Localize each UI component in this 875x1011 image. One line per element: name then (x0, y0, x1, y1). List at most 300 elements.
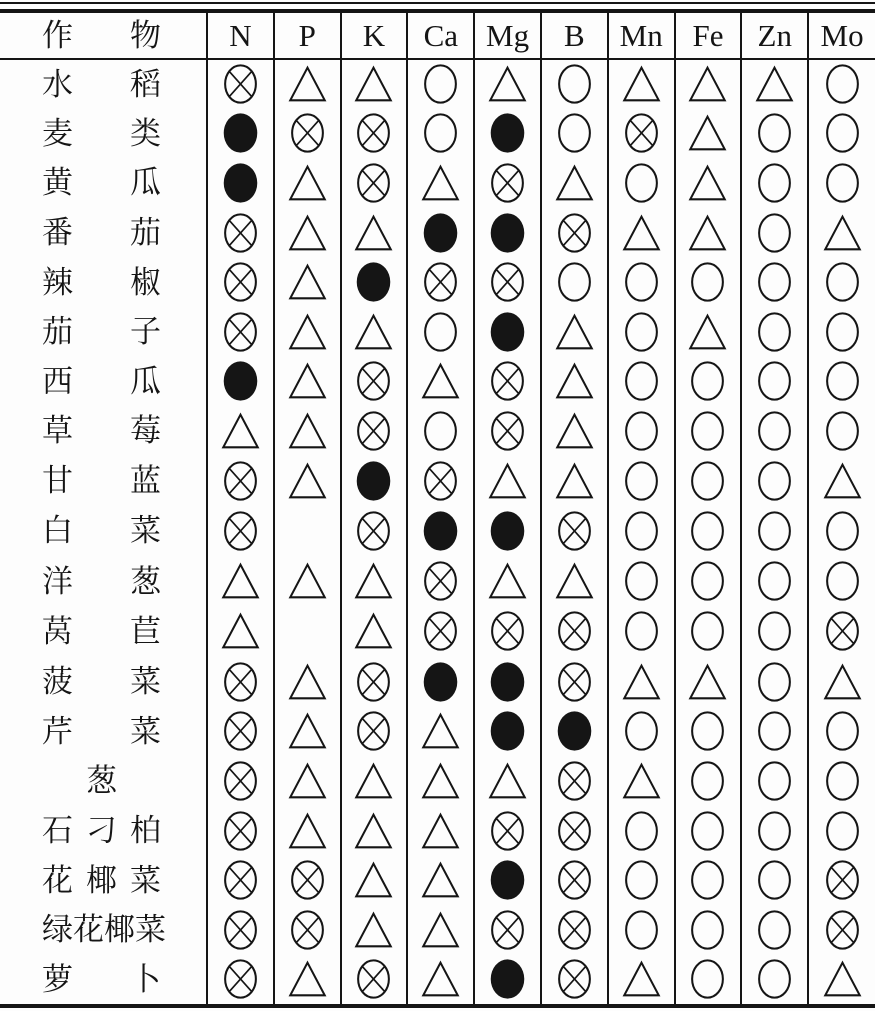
crop-character: 草 (42, 413, 73, 449)
filled-circle-icon (487, 508, 528, 554)
triangle-icon (287, 210, 328, 256)
circle-cross-icon (822, 907, 863, 953)
symbol-cell-Ca (407, 406, 474, 456)
crop-name-cell (0, 158, 207, 208)
symbol-cell-P (274, 855, 341, 905)
crop-character: 白 (42, 513, 73, 549)
column-header-N: N (207, 13, 274, 59)
symbol-cell-N (207, 208, 274, 258)
circle-icon (822, 110, 863, 156)
symbol-cell-Ca (407, 257, 474, 307)
symbol-cell-Mg (474, 158, 541, 208)
symbol-cell-K (341, 955, 408, 1005)
triangle-icon (353, 608, 394, 654)
symbol-cell-Fe (675, 905, 742, 955)
crop-name-cell (0, 59, 207, 109)
crop-character: 卜 (130, 961, 161, 997)
symbol-cell-B (541, 406, 608, 456)
triangle-icon (621, 758, 662, 804)
symbol-cell-Mn (608, 307, 675, 357)
table-row (0, 806, 875, 856)
circle-cross-icon (220, 758, 261, 804)
symbol-cell-Zn (741, 257, 808, 307)
filled-circle-icon (220, 160, 261, 206)
crop-name-cell (0, 109, 207, 159)
symbol-cell-Zn (741, 307, 808, 357)
symbol-cell-B (541, 257, 608, 307)
triangle-icon (554, 309, 595, 355)
symbol-cell-Zn (741, 657, 808, 707)
triangle-icon (487, 61, 528, 107)
symbol-cell-Zn (741, 905, 808, 955)
symbol-cell-K (341, 806, 408, 856)
symbol-cell-Mg (474, 357, 541, 407)
crop-name-label (0, 314, 206, 350)
symbol-cell-Mo (808, 855, 875, 905)
empty-symbol-slot (287, 505, 328, 551)
crop-name-cell (0, 707, 207, 757)
symbol-cell-Mn (608, 257, 675, 307)
filled-circle-icon (220, 358, 261, 404)
triangle-icon (687, 61, 728, 107)
symbol-cell-N (207, 806, 274, 856)
crop-character: 番 (42, 215, 73, 251)
symbol-cell-Mo (808, 109, 875, 159)
crop-character: 菜 (135, 912, 166, 948)
symbol-cell-Mn (608, 556, 675, 606)
column-header-Zn: Zn (741, 13, 808, 59)
column-header-K: K (341, 13, 408, 59)
symbol-cell-P (274, 357, 341, 407)
circle-cross-icon (487, 608, 528, 654)
crop-name-label (0, 115, 206, 151)
header-row (0, 13, 875, 59)
triangle-icon (287, 558, 328, 604)
symbol-cell-N (207, 406, 274, 456)
symbol-cell-Fe (675, 855, 742, 905)
symbol-cell-Zn (741, 606, 808, 657)
symbol-cell-K (341, 307, 408, 357)
symbol-cell-N (207, 505, 274, 556)
circle-icon (687, 956, 728, 1002)
symbol-cell-N (207, 905, 274, 955)
triangle-icon (420, 907, 461, 953)
symbol-cell-Fe (675, 257, 742, 307)
crop-name-cell (0, 756, 207, 806)
crop-character: 洋 (42, 563, 73, 599)
symbol-cell-Mo (808, 505, 875, 556)
symbol-cell-Mg (474, 59, 541, 109)
circle-icon (687, 907, 728, 953)
symbol-cell-B (541, 208, 608, 258)
circle-icon (822, 160, 863, 206)
circle-icon (754, 210, 795, 256)
filled-circle-icon (554, 708, 595, 754)
circle-icon (754, 758, 795, 804)
crop-name-label (0, 363, 206, 399)
triangle-icon (287, 358, 328, 404)
symbol-cell-Mo (808, 556, 875, 606)
symbol-cell-K (341, 905, 408, 955)
symbol-cell-Zn (741, 406, 808, 456)
symbol-cell-Mn (608, 406, 675, 456)
triangle-icon (287, 956, 328, 1002)
symbol-cell-Mg (474, 657, 541, 707)
circle-icon (822, 259, 863, 305)
crop-character: 绿 (42, 912, 73, 948)
circle-cross-icon (353, 358, 394, 404)
crop-name-cell (0, 505, 207, 556)
triangle-icon (420, 708, 461, 754)
symbol-cell-Ca (407, 855, 474, 905)
symbol-cell-Zn (741, 208, 808, 258)
triangle-icon (487, 758, 528, 804)
circle-icon (687, 358, 728, 404)
crop-name-label (0, 961, 206, 997)
table-row (0, 59, 875, 109)
circle-cross-icon (554, 956, 595, 1002)
symbol-cell-P (274, 657, 341, 707)
crop-name-label (0, 413, 206, 449)
circle-icon (822, 358, 863, 404)
circle-cross-icon (220, 708, 261, 754)
crop-header-label (0, 20, 206, 51)
triangle-icon (420, 808, 461, 854)
symbol-cell-Mn (608, 505, 675, 556)
crop-name-cell (0, 208, 207, 258)
circle-icon (754, 458, 795, 504)
symbol-cell-Mo (808, 955, 875, 1005)
crop-character: 芹 (42, 713, 73, 749)
triangle-icon (353, 210, 394, 256)
symbol-cell-Zn (741, 59, 808, 109)
crop-name-label (0, 463, 206, 499)
triangle-icon (487, 558, 528, 604)
crop-character: 菜 (130, 513, 161, 549)
circle-icon (754, 259, 795, 305)
symbol-cell-Ca (407, 606, 474, 657)
symbol-cell-Mo (808, 59, 875, 109)
table-row (0, 109, 875, 159)
triangle-icon (687, 309, 728, 355)
symbol-cell-Ca (407, 707, 474, 757)
symbol-cell-Fe (675, 806, 742, 856)
crop-character: 椰 (104, 912, 135, 948)
symbol-cell-Mg (474, 606, 541, 657)
circle-cross-icon (554, 857, 595, 903)
symbol-cell-Zn (741, 855, 808, 905)
circle-icon (754, 808, 795, 854)
crop-character: 水 (42, 66, 73, 102)
circle-cross-icon (487, 808, 528, 854)
circle-icon (754, 956, 795, 1002)
circle-icon (754, 857, 795, 903)
symbol-cell-Fe (675, 59, 742, 109)
circle-cross-icon (487, 907, 528, 953)
table-row (0, 756, 875, 806)
triangle-icon (353, 857, 394, 903)
symbol-cell-Mg (474, 855, 541, 905)
filled-circle-icon (353, 259, 394, 305)
circle-icon (687, 408, 728, 454)
crop-character: 子 (130, 314, 161, 350)
symbol-cell-Mg (474, 307, 541, 357)
circle-icon (621, 907, 662, 953)
table-row (0, 606, 875, 657)
table-row (0, 707, 875, 757)
symbol-cell-Ca (407, 657, 474, 707)
crop-character: 甘 (42, 463, 73, 499)
symbol-cell-P (274, 806, 341, 856)
symbol-cell-B (541, 606, 608, 657)
symbol-cell-Mn (608, 806, 675, 856)
symbol-cell-K (341, 158, 408, 208)
circle-icon (420, 61, 461, 107)
circle-cross-icon (554, 508, 595, 554)
column-header-Mo: Mo (808, 13, 875, 59)
circle-icon (687, 808, 728, 854)
filled-circle-icon (353, 458, 394, 504)
symbol-cell-Mg (474, 905, 541, 955)
crop-character: 类 (130, 115, 161, 151)
triangle-icon (287, 808, 328, 854)
crop-character: 菜 (130, 713, 161, 749)
circle-icon (621, 309, 662, 355)
filled-circle-icon (487, 309, 528, 355)
symbol-cell-Mn (608, 158, 675, 208)
symbol-cell-P (274, 905, 341, 955)
symbol-cell-Zn (741, 707, 808, 757)
crop-character: 莓 (130, 413, 161, 449)
symbol-cell-P (274, 456, 341, 506)
symbol-cell-Zn (741, 806, 808, 856)
crop-name-label (0, 763, 206, 799)
crop-character: 瓜 (130, 165, 161, 201)
symbol-cell-Mn (608, 109, 675, 159)
symbol-cell-Fe (675, 456, 742, 506)
symbol-cell-B (541, 109, 608, 159)
symbol-cell-Mo (808, 307, 875, 357)
circle-icon (687, 608, 728, 654)
crop-character: 蓝 (130, 463, 161, 499)
circle-icon (754, 408, 795, 454)
symbol-cell-Fe (675, 657, 742, 707)
circle-cross-icon (487, 358, 528, 404)
table-row (0, 257, 875, 307)
symbol-cell-Ca (407, 806, 474, 856)
crop-character: 柏 (130, 813, 161, 849)
symbol-cell-Mo (808, 657, 875, 707)
crop-name-cell (0, 357, 207, 407)
symbol-cell-Zn (741, 456, 808, 506)
triangle-icon (220, 408, 261, 454)
symbol-cell-Mg (474, 109, 541, 159)
circle-icon (822, 508, 863, 554)
symbol-cell-P (274, 158, 341, 208)
triangle-icon (554, 160, 595, 206)
crop-character: 黄 (42, 165, 73, 201)
symbol-cell-Mn (608, 955, 675, 1005)
crop-name-label (0, 813, 206, 849)
symbol-cell-B (541, 955, 608, 1005)
circle-icon (687, 708, 728, 754)
symbol-cell-Mn (608, 855, 675, 905)
symbol-cell-P (274, 59, 341, 109)
circle-icon (822, 61, 863, 107)
circle-icon (554, 61, 595, 107)
circle-cross-icon (353, 408, 394, 454)
symbol-cell-K (341, 59, 408, 109)
circle-cross-icon (822, 857, 863, 903)
symbol-cell-Ca (407, 307, 474, 357)
circle-icon (687, 558, 728, 604)
symbol-cell-Mg (474, 955, 541, 1005)
symbol-cell-Mo (808, 406, 875, 456)
symbol-cell-N (207, 657, 274, 707)
circle-cross-icon (554, 210, 595, 256)
circle-icon (621, 160, 662, 206)
triangle-icon (687, 659, 728, 705)
triangle-icon (554, 558, 595, 604)
symbol-cell-Fe (675, 357, 742, 407)
symbol-cell-Mg (474, 556, 541, 606)
circle-icon (754, 608, 795, 654)
symbol-cell-Zn (741, 109, 808, 159)
crop-character: 萝 (42, 961, 73, 997)
circle-icon (554, 110, 595, 156)
circle-icon (754, 508, 795, 554)
triangle-icon (353, 907, 394, 953)
symbol-cell-Mn (608, 357, 675, 407)
crop-character: 菠 (42, 664, 73, 700)
circle-icon (621, 708, 662, 754)
symbol-cell-K (341, 505, 408, 556)
circle-cross-icon (220, 508, 261, 554)
symbol-cell-P (274, 606, 341, 657)
column-header-Fe: Fe (675, 13, 742, 59)
circle-cross-icon (353, 708, 394, 754)
crop-character: 稻 (130, 66, 161, 102)
circle-cross-icon (554, 907, 595, 953)
symbol-cell-P (274, 955, 341, 1005)
symbol-cell-K (341, 855, 408, 905)
symbol-cell-Zn (741, 505, 808, 556)
circle-icon (621, 408, 662, 454)
table-row (0, 657, 875, 707)
symbol-cell-Ca (407, 208, 474, 258)
symbol-cell-P (274, 556, 341, 606)
symbol-cell-Ca (407, 556, 474, 606)
symbol-cell-N (207, 456, 274, 506)
circle-cross-icon (420, 458, 461, 504)
symbol-cell-Mg (474, 505, 541, 556)
circle-cross-icon (353, 160, 394, 206)
triangle-icon (687, 110, 728, 156)
crop-name-label (0, 563, 206, 599)
circle-icon (621, 558, 662, 604)
symbol-cell-P (274, 257, 341, 307)
symbol-cell-B (541, 307, 608, 357)
triangle-icon (287, 408, 328, 454)
symbol-cell-Fe (675, 505, 742, 556)
symbol-cell-Mn (608, 657, 675, 707)
symbol-cell-N (207, 158, 274, 208)
crop-name-label (0, 165, 206, 201)
crop-character: 石 (42, 813, 73, 849)
triangle-icon (287, 259, 328, 305)
symbol-cell-N (207, 109, 274, 159)
circle-cross-icon (621, 110, 662, 156)
crop-column-header (0, 13, 207, 59)
crop-name-label (0, 215, 206, 251)
symbol-cell-B (541, 855, 608, 905)
triangle-icon (822, 210, 863, 256)
circle-icon (687, 857, 728, 903)
symbol-cell-Fe (675, 307, 742, 357)
symbol-cell-Fe (675, 208, 742, 258)
filled-circle-icon (487, 708, 528, 754)
triangle-icon (621, 210, 662, 256)
table-row (0, 307, 875, 357)
table-row (0, 208, 875, 258)
symbol-cell-Mo (808, 357, 875, 407)
symbol-cell-Fe (675, 707, 742, 757)
crop-name-cell (0, 556, 207, 606)
crop-name-label (0, 513, 206, 549)
table-row (0, 505, 875, 556)
circle-icon (621, 358, 662, 404)
circle-cross-icon (353, 659, 394, 705)
crop-character: 菜 (130, 862, 161, 898)
symbol-cell-P (274, 756, 341, 806)
symbol-cell-N (207, 855, 274, 905)
symbol-cell-Mo (808, 707, 875, 757)
symbol-cell-Ca (407, 158, 474, 208)
symbol-cell-Fe (675, 556, 742, 606)
circle-icon (621, 458, 662, 504)
triangle-icon (353, 61, 394, 107)
symbol-cell-Mo (808, 606, 875, 657)
circle-icon (621, 608, 662, 654)
circle-cross-icon (287, 110, 328, 156)
triangle-icon (554, 408, 595, 454)
triangle-icon (420, 758, 461, 804)
column-header-Ca: Ca (407, 13, 474, 59)
circle-icon (822, 808, 863, 854)
circle-cross-icon (220, 458, 261, 504)
filled-circle-icon (487, 857, 528, 903)
symbol-cell-Mg (474, 406, 541, 456)
crop-character: 椰 (86, 862, 117, 898)
circle-cross-icon (353, 508, 394, 554)
symbol-cell-K (341, 657, 408, 707)
circle-icon (822, 758, 863, 804)
symbol-cell-N (207, 357, 274, 407)
circle-cross-icon (220, 907, 261, 953)
crop-name-label (0, 264, 206, 300)
circle-cross-icon (554, 608, 595, 654)
circle-icon (687, 458, 728, 504)
table-row (0, 406, 875, 456)
triangle-icon (487, 458, 528, 504)
crop-name-cell (0, 806, 207, 856)
table-bottom-rule (0, 1004, 875, 1008)
symbol-cell-P (274, 208, 341, 258)
crop-character: 葱 (130, 563, 161, 599)
circle-cross-icon (554, 659, 595, 705)
circle-icon (621, 857, 662, 903)
triangle-icon (287, 659, 328, 705)
